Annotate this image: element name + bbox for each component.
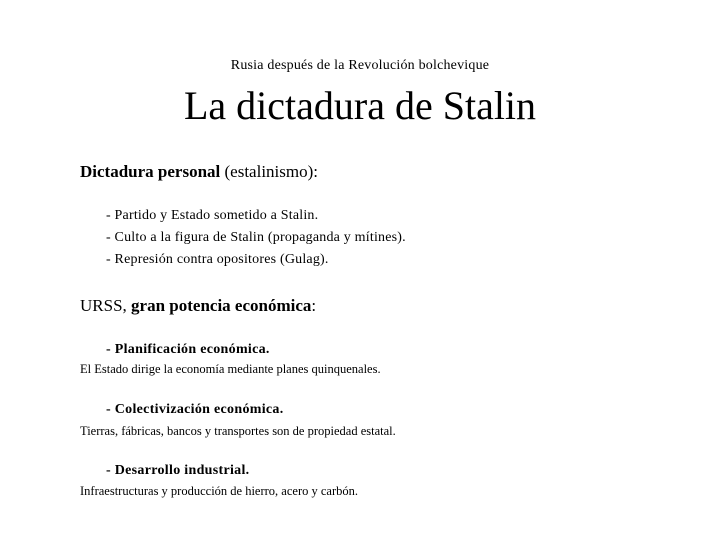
slide-subtitle: Rusia después de la Revolución bolchevique: [230, 58, 490, 73]
section-heading-prefix: URSS,: [80, 296, 132, 315]
section-heading-bold: gran potencia económica: [131, 296, 312, 315]
bullet-represion: - Represión contra opositores (Gulag).: [106, 252, 329, 267]
item-desc-planificacion: El Estado dirige la economía mediante planes quinquenales.: [80, 362, 381, 376]
item-desc-desarrollo: Infraestructuras y producción de hierro, acero y carbón.: [80, 484, 358, 498]
item-title-desarrollo: - Desarrollo industrial.: [106, 463, 250, 478]
item-title-colectivizacion: - Colectivización económica.: [106, 402, 284, 417]
item-desc-colectivizacion: Tierras, fábricas, bancos y transportes son de propiedad estatal.: [80, 424, 396, 438]
bullet-partido: - Partido y Estado sometido a Stalin.: [106, 208, 319, 223]
slide-title: La dictadura de Stalin: [183, 83, 537, 128]
section-heading-suffix: :: [311, 296, 317, 315]
section-heading-bold: Dictadura personal: [80, 162, 221, 181]
bullet-culto: - Culto a la figura de Stalin (propaganda y mítines).: [106, 230, 406, 245]
item-title-planificacion: - Planificación económica.: [106, 342, 270, 357]
section-heading-rest: (estalinismo):: [220, 162, 318, 181]
section-heading-dictadura: [80, 162, 318, 182]
section-heading-urss: [80, 296, 316, 316]
